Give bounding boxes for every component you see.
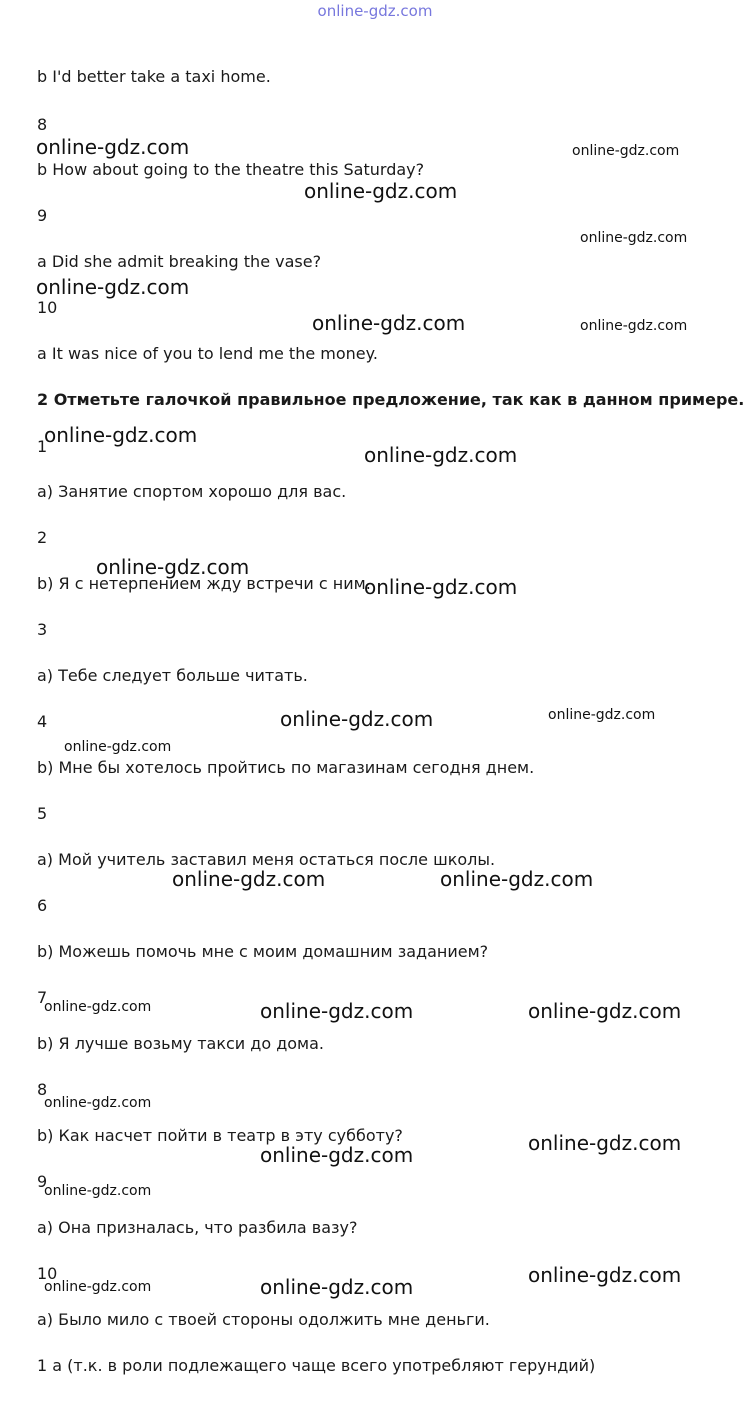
item-number: 8 [37,1080,48,1099]
item-number: 9 [37,1172,48,1191]
watermark: online-gdz.com [64,739,172,755]
watermark: online-gdz.com [528,999,682,1023]
watermark: online-gdz.com [44,1095,152,1111]
watermark: online-gdz.com [44,423,198,447]
answer-line: a It was nice of you to lend me the money. [37,344,378,363]
item-number: 4 [37,712,48,731]
item-number: 6 [37,896,48,915]
watermark: online-gdz.com [528,1131,682,1155]
watermark: online-gdz.com [528,1263,682,1287]
answer-line: b) Можешь помочь мне с моим домашним заданием? [37,942,489,961]
watermark: online-gdz.com [44,1183,152,1199]
item-number: 10 [37,298,58,317]
watermark: online-gdz.com [440,867,594,891]
section-heading: 2 Отметьте галочкой правильное предложение, так как в данном примере. [37,390,745,409]
watermark: online-gdz.com [172,867,326,891]
watermark: online-gdz.com [260,1275,414,1299]
item-number: 8 [37,115,48,134]
answer-line: b) Я с нетерпением жду встречи с ним. [37,574,371,593]
watermark: online-gdz.com [580,318,688,334]
item-number: 3 [37,620,48,639]
watermark: online-gdz.com [548,707,656,723]
watermark: online-gdz.com [312,311,466,335]
answer-line: a) Занятие спортом хорошо для вас. [37,482,347,501]
watermark: online-gdz.com [364,575,518,599]
explanation-line: 1 a (т.к. в роли подлежащего чаще всего употребляют герундий) [37,1356,596,1375]
answer-line: a) Мой учитель заставил меня остаться после школы. [37,850,496,869]
watermark: online-gdz.com [572,143,680,159]
answer-line: a) Было мило с твоей стороны одолжить мне деньги. [37,1310,490,1329]
item-number: 2 [37,528,48,547]
item-number: 1 [37,437,48,456]
answer-line: b I'd better take a taxi home. [37,67,271,86]
watermark: online-gdz.com [304,179,458,203]
item-number: 10 [37,1264,58,1283]
top-watermark[interactable]: online-gdz.com [317,2,433,20]
item-number: 5 [37,804,48,823]
watermark: online-gdz.com [36,275,190,299]
answer-line: b) Как насчет пойти в театр в эту субботу? [37,1126,403,1145]
watermark: online-gdz.com [260,1143,414,1167]
answer-line: b How about going to the theatre this Saturday? [37,160,425,179]
answer-line: a Did she admit breaking the vase? [37,252,322,271]
answer-line: a) Тебе следует больше читать. [37,666,308,685]
watermark: online-gdz.com [364,443,518,467]
watermark: online-gdz.com [280,707,434,731]
watermark: online-gdz.com [44,999,152,1015]
watermark: online-gdz.com [260,999,414,1023]
item-number: 7 [37,988,48,1007]
watermark: online-gdz.com [36,135,190,159]
answer-line: a) Она призналась, что разбила вазу? [37,1218,358,1237]
item-number: 9 [37,206,48,225]
watermark: online-gdz.com [580,230,688,246]
answer-line: b) Мне бы хотелось пройтись по магазинам сегодня днем. [37,758,535,777]
watermark: online-gdz.com [44,1279,152,1295]
answer-line: b) Я лучше возьму такси до дома. [37,1034,325,1053]
watermark: online-gdz.com [96,555,250,579]
